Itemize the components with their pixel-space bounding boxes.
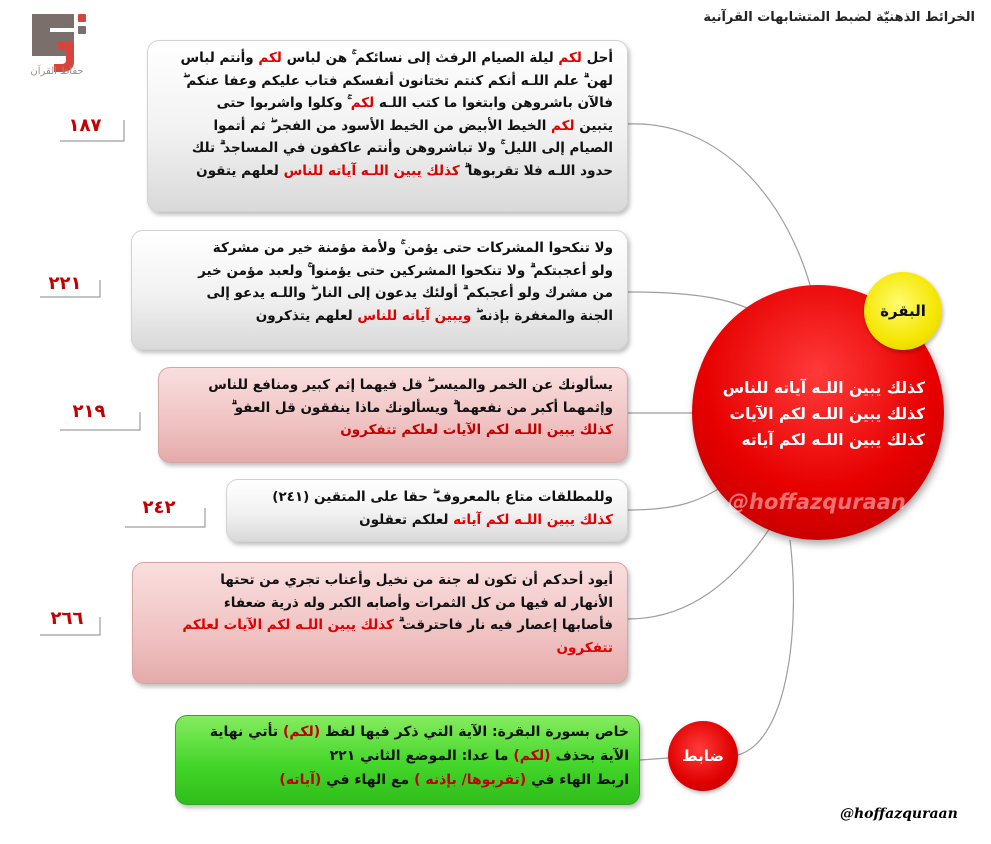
text-line [184,744,629,768]
text-line [144,282,613,305]
highlight-text: تتفكرون [556,639,613,656]
verse-number-221: ٢٢١ [48,273,82,294]
text-line [145,592,613,615]
text-segment: ۚ وكلوا واشربوا حتى [216,95,351,111]
verse-card-221 [131,230,628,350]
highlight-text: (لكم) [282,724,321,740]
text-segment: لعلهم يتذكرون [255,307,358,324]
text-line [160,70,613,93]
page-title: الخرائط الذهنيّة لضبط المتشابهات القرآنية [703,10,975,25]
verse-card-219 [158,367,628,463]
text-line [145,614,613,637]
text-segment: خاص بسورة البقرة: الآية التي ذكر فيها لفظ [320,724,629,740]
text-segment: ولو أعجبتكم ۗ ولا تنكحوا المشركين حتى يؤمنوا ۚ ولعبد مؤمن خير [198,262,613,279]
text-segment: يسألونك عن الخمر والميسر ۖ قل فيهما إثم كبير ومنافع للناس [208,377,613,393]
text-line [144,237,613,260]
text-line [144,305,613,328]
text-segment: فالآن باشروهن وابتغوا ما كتب اللـه [374,95,613,111]
verse-card-242 [226,479,628,542]
text-segment: مع الهاء في [321,772,415,788]
text-segment: وأنتم لباس [180,50,259,66]
text-line [145,637,613,660]
highlight-text: كذلك يبين اللـه آياته للناس [283,162,460,179]
text-segment: اربط الهاء في [526,772,629,788]
text-line [184,720,629,744]
verse-card-266 [132,562,628,684]
text-line [160,160,613,183]
rule-label: ضابط [668,721,738,791]
text-line [239,486,613,509]
text-line [144,260,613,283]
text-segment: وإثمهما أكبر من نفعهما ۗ ويسألونك ماذا ينفقون قل العفو ۗ [231,399,613,416]
verse-number-187: ١٨٧ [68,115,102,136]
text-segment: ما عدا: الموضع الثاني ٢٢١ [329,748,514,764]
text-segment: حدود اللـه فلا تقربوها ۗ [459,162,613,179]
watermark: @hoffazquraan [728,490,906,514]
text-segment: لعلهم يتقون [196,162,284,179]
text-line [239,509,613,532]
highlight-text: كذلك يبين اللـه لكم الآيات لعلكم تتفكرون [340,422,613,438]
text-line [171,419,613,442]
highlight-text: (تقربوها/ بإذنه ) [414,772,527,788]
text-segment: أيود أحدكم أن تكون له جنة من نخيل وأعناب تجري من تحتها [220,572,613,588]
highlight-text: (لكم) [513,748,551,764]
text-line [160,137,613,160]
highlight-text: كذلك يبين اللـه لكم آياته [453,511,613,528]
highlight-text: ويبين آياته للناس [357,307,472,324]
text-line [184,768,629,792]
text-segment: تأتي نهاية [209,724,283,740]
highlight-text: كذلك يبين اللـه لكم الآيات لعلكم [182,617,394,633]
text-segment: الصيام إلى الليل ۚ ولا تباشروهن وأنتم عاكفون في المساجد ۗ تلك [191,140,613,156]
surah-label: البقرة [864,272,942,350]
text-segment: لعلكم تعقلون [359,511,454,528]
text-segment: من مشرك ولو أعجبكم ۗ أولئك يدعون إلى النار ۖ واللـه يدعو إلى [206,285,613,301]
text-line [171,374,613,397]
logo-text: حفاظ القرآن [30,66,84,77]
text-line [160,47,613,70]
center-line: كذلك يبين اللـه لكم آياته [741,431,925,449]
text-segment: الأنهار له فيها من كل الثمرات وأصابه الكبر وله ذرية ضعفاء [223,594,613,611]
highlight-text: لكم [551,117,575,134]
text-segment: الخيط الأبيض من الخيط الأسود من الفجر ۖ ثم أتموا [213,117,552,134]
text-line [171,397,613,420]
text-line [145,569,613,592]
center-line: كذلك يبين اللـه آياته للناس [722,379,925,397]
center-circle-text [705,375,925,453]
text-segment: يتبين [574,117,613,134]
verse-number-266: ٢٦٦ [50,608,84,629]
text-segment: ليلة الصيام الرفث إلى نسائكم ۚ هن لباس [281,50,559,66]
text-segment: أحل [581,50,613,66]
highlight-text: لكم [258,50,282,66]
verse-number-219: ٢١٩ [72,401,106,422]
text-segment: ولا تنكحوا المشركات حتى يؤمن ۚ ولأمة مؤمنة خير من مشركة [212,240,613,256]
rule-card [175,715,640,805]
highlight-text: (آياته) [279,772,322,788]
handle: @hoffazquraan [840,806,958,822]
highlight-text: لكم [350,95,375,111]
verse-card-187 [147,40,628,212]
text-segment: الآية بحذف [550,748,629,764]
highlight-text: لكم [558,50,582,66]
text-line [160,115,613,138]
text-segment: وللمطلقات متاع بالمعروف ۖ حقا على المتقين (٢٤١) [272,489,613,505]
text-segment: فأصابها إعصار فيه نار فاحترقت ۗ [393,617,613,633]
text-segment: لهن ۗ علم اللـه أنكم كنتم تختانون أنفسكم فتاب عليكم وعفا عنكم ۖ [182,72,613,89]
text-segment: الجنة والمغفرة بإذنه ۖ [471,307,613,324]
center-line: كذلك يبين اللـه لكم الآيات [729,405,925,423]
verse-number-242: ٢٤٢ [142,497,176,518]
text-line [160,92,613,115]
